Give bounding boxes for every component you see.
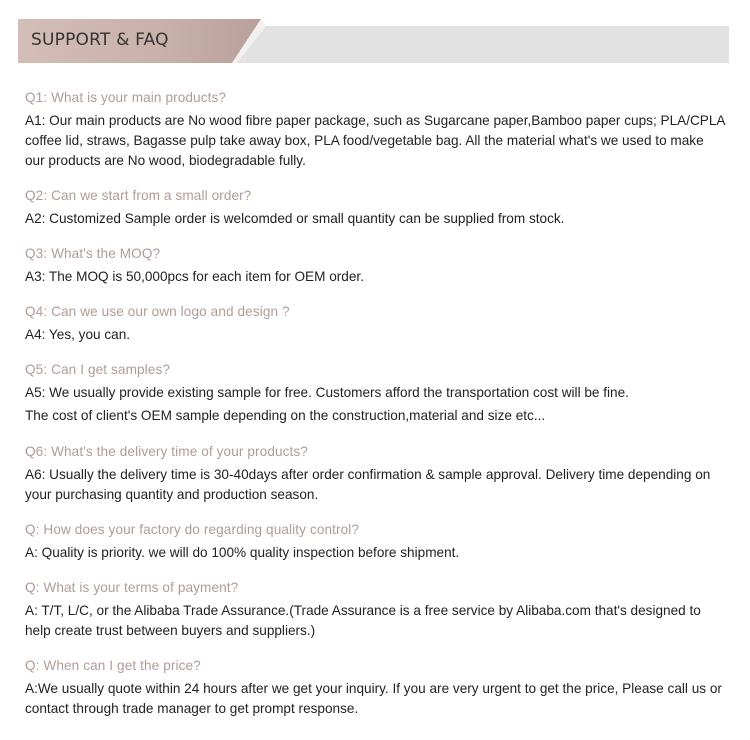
faq-answer (25, 679, 725, 719)
faq-item (25, 520, 725, 563)
section-header (18, 19, 729, 63)
faq-answer (25, 111, 725, 171)
faq-answer-line: A2: Customized Sample order is welcomded or small quantity can be supplied from stock. (25, 211, 565, 226)
faq-item (25, 578, 725, 641)
faq-question: Q: When can I get the price? (25, 658, 201, 673)
faq-question: Q6: What's the delivery time of your products? (25, 444, 308, 459)
faq-question: Q5: Can I get samples? (25, 362, 171, 377)
faq-answer (25, 209, 725, 229)
faq-question: Q4: Can we use our own logo and design ? (25, 304, 290, 319)
faq-question: Q: How does your factory do regarding quality control? (25, 522, 360, 537)
faq-item (25, 186, 725, 229)
faq-answer (25, 465, 725, 505)
faq-answer-line: The cost of client's OEM sample depending on the construction,material and size etc... (25, 408, 546, 423)
faq-answer-line: A: T/T, L/C, or the Alibaba Trade Assurance.(Trade Assurance is a free service by Alibaba.com that's designed to help create trust between buyers and suppliers.) (25, 603, 701, 638)
faq-answer-line: A: Quality is priority. we will do 100% quality inspection before shipment. (25, 545, 460, 560)
faq-question: Q: What is your terms of payment? (25, 580, 239, 595)
faq-item (25, 656, 725, 719)
faq-answer-line: A6: Usually the delivery time is 30-40days after order confirmation & sample approval. Delivery time depending on your purchasing quantity and production season. (25, 467, 711, 502)
faq-answer (25, 267, 725, 287)
faq-answer-line: A4: Yes, you can. (25, 327, 131, 342)
faq-answer (25, 601, 725, 641)
faq-answer-line: A5: We usually provide existing sample for free. Customers afford the transportation cost will be fine. (25, 385, 629, 400)
faq-answer-line: A3: The MOQ is 50,000pcs for each item for OEM order. (25, 269, 364, 284)
faq-item (25, 244, 725, 287)
faq-item (25, 442, 725, 505)
faq-question: Q1: What is your main products? (25, 90, 227, 105)
faq-question: Q2: Can we start from a small order? (25, 188, 252, 203)
faq-item (25, 302, 725, 345)
faq-answer (25, 325, 725, 345)
faq-answer-line: A1: Our main products are No wood fibre paper package, such as Sugarcane paper,Bamboo paper cups; PLA/CPLA coffee lid, straws, Bagasse pulp take away box, PLA food/vegetable bag. All the material what's we used to make our products are No wood, biodegradable fully. (25, 113, 725, 168)
page-title: SUPPORT & FAQ (31, 30, 169, 50)
faq-answer (25, 383, 725, 426)
faq-answer (25, 543, 725, 563)
faq-item (25, 88, 725, 171)
faq-answer-line: A:We usually quote within 24 hours after we get your inquiry. If you are very urgent to get the price, Please call us or contact through trade manager to get prompt response. (25, 681, 722, 716)
faq-question: Q3: What's the MOQ? (25, 246, 161, 261)
faq-item (25, 360, 725, 426)
